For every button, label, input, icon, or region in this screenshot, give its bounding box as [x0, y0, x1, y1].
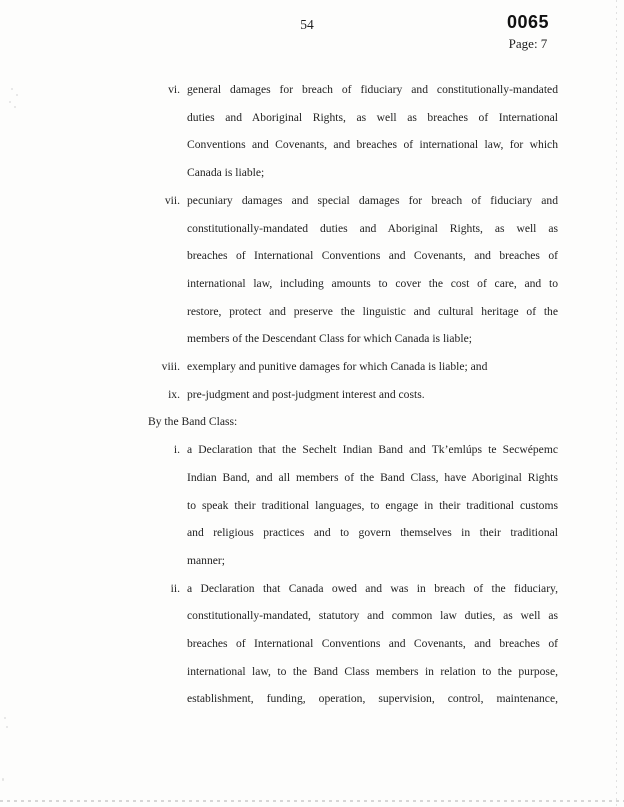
text-line: general damages for breach of fiduciary and constitutionally-mandated: [187, 83, 558, 96]
scan-speck: [2, 778, 4, 781]
scan-speck: [11, 88, 13, 90]
stamp-block: [478, 12, 578, 52]
text-line: international law, including amounts to cover the cost of care, and to: [187, 276, 558, 290]
text-line: duties and Aboriginal Rights, as well as breaches of International: [187, 110, 558, 124]
text-line: Conventions and Covenants, and breaches of international law, for which: [187, 138, 558, 152]
text-line: to speak their traditional languages, to engage in their traditional customs: [187, 498, 558, 512]
text-line: constitutionally-mandated, statutory and common law duties, as well as: [187, 609, 558, 623]
text-line: pre-judgment and post-judgment interest and costs.: [187, 387, 425, 401]
text-line: members of the Descendant Class for which Canada is liable;: [187, 332, 472, 346]
page-number: 54: [300, 17, 314, 32]
stamp-page-label: Page: 7: [508, 36, 548, 51]
list-item-ix: [148, 381, 558, 409]
list-item-vii: [148, 187, 558, 353]
list-marker-viii: viii.: [161, 360, 180, 374]
scan-speck: [6, 726, 8, 728]
text-line: Canada is liable;: [187, 166, 265, 180]
text-line: breaches of International Conventions and Covenants, and breaches of: [187, 637, 558, 651]
text-line: and religious practices and to govern themselves in their traditional: [187, 526, 558, 540]
list-item-viii: [148, 353, 558, 381]
scan-speck: [16, 94, 18, 96]
list-marker-vii: vii.: [164, 193, 180, 207]
list-item-vi: [148, 76, 558, 187]
band-class-heading: By the Band Class:: [148, 415, 238, 429]
list-marker-ix: ix.: [168, 387, 180, 401]
text-line: breaches of International Conventions and Covenants, and breaches of: [187, 249, 558, 263]
list-item-ii: [148, 575, 558, 714]
scan-speck: [4, 717, 6, 719]
bates-stamp-number: 0065: [506, 12, 550, 32]
text-line: a Declaration that Canada owed and was in breach of the fiduciary,: [187, 581, 558, 595]
scan-speck: [14, 106, 16, 108]
text-line: constitutionally-mandated duties and Aboriginal Rights, as well as: [187, 221, 558, 235]
scan-edge-artifact-bottom: [0, 800, 624, 802]
list-marker-vi: vi.: [168, 83, 180, 96]
text-line: restore, protect and preserve the linguistic and cultural heritage of the: [187, 304, 558, 318]
list-marker-ii: ii.: [170, 581, 180, 595]
document-body: [148, 76, 558, 713]
scan-edge-artifact-right: [616, 0, 617, 807]
text-line: exemplary and punitive damages for which Canada is liable; and: [187, 360, 488, 374]
text-line: a Declaration that the Sechelt Indian Band and Tk’emlúps te Secwépemc: [187, 443, 558, 457]
text-line: Indian Band, and all members of the Band Class, have Aboriginal Rights: [187, 470, 558, 484]
text-line: pecuniary damages and special damages for breach of fiduciary and: [187, 193, 558, 207]
text-line: manner;: [187, 553, 225, 567]
list-item-i: [148, 436, 558, 575]
list-marker-i: i.: [173, 443, 180, 457]
text-line: international law, to the Band Class members in relation to the purpose,: [187, 664, 558, 678]
scan-speck: [9, 101, 11, 103]
text-line: establishment, funding, operation, supervision, control, maintenance,: [187, 692, 558, 706]
